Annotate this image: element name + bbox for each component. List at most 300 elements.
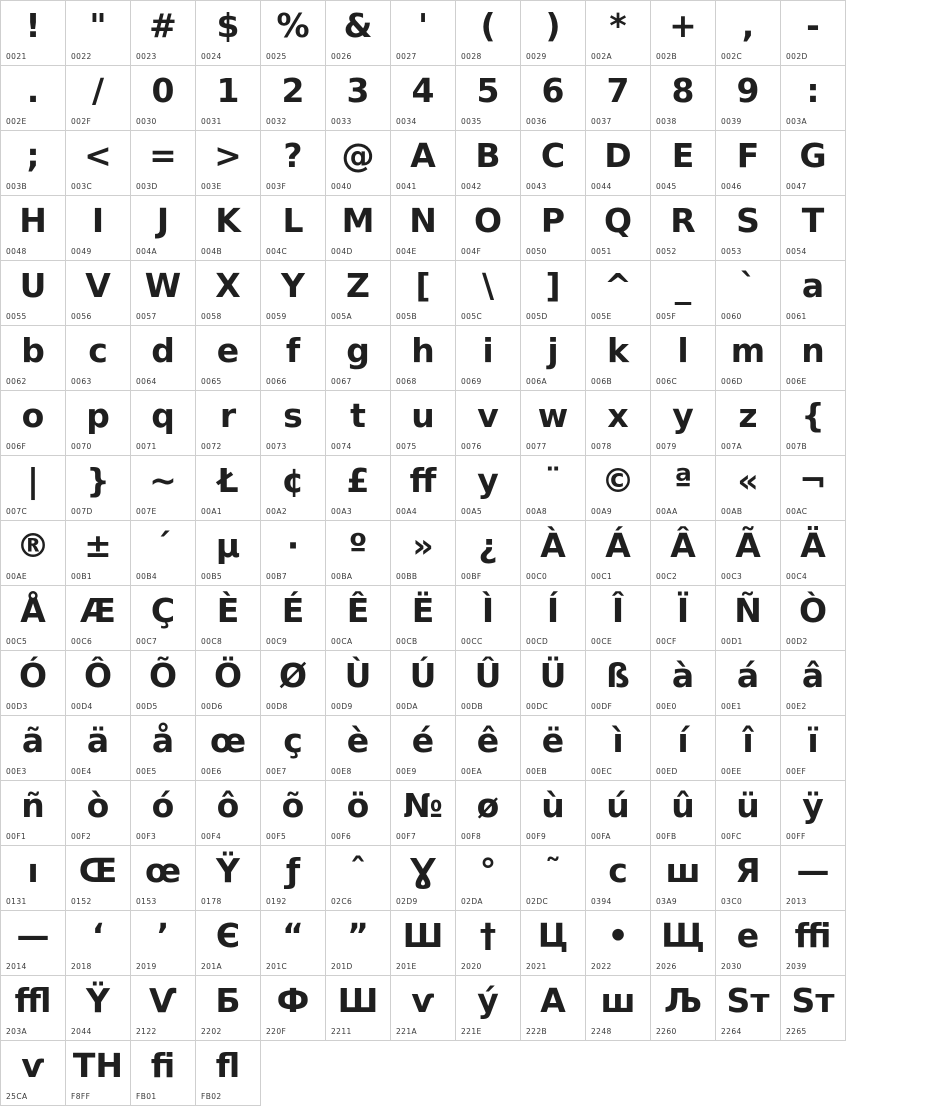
glyph-character: Ш — [337, 981, 379, 1020]
glyph-character: É — [281, 591, 305, 630]
glyph-character: â — [801, 656, 825, 695]
glyph-cell[interactable] — [1, 1041, 66, 1106]
glyph-cell[interactable] — [66, 846, 131, 911]
glyph-cell[interactable] — [1, 651, 66, 716]
glyph-cell[interactable] — [1, 261, 66, 326]
glyph-cell[interactable] — [66, 66, 131, 131]
glyph-character: Ò — [798, 591, 828, 630]
glyph-codepoint: 00CE — [591, 637, 613, 646]
glyph-character: i — [482, 331, 494, 370]
glyph-cell[interactable] — [66, 651, 131, 716]
glyph-cell[interactable] — [456, 196, 521, 261]
glyph-character: # — [149, 6, 177, 45]
glyph-cell[interactable] — [586, 326, 651, 391]
glyph-cell[interactable] — [131, 716, 196, 781]
glyph-cell[interactable] — [1, 131, 66, 196]
glyph-cell[interactable] — [651, 586, 716, 651]
glyph-cell[interactable] — [521, 716, 586, 781]
glyph-codepoint: 003E — [201, 182, 222, 191]
glyph-cell[interactable] — [131, 1041, 196, 1106]
glyph-cell[interactable] — [261, 131, 326, 196]
glyph-cell[interactable] — [391, 846, 456, 911]
glyph-character: w — [537, 396, 569, 435]
glyph-cell[interactable] — [651, 131, 716, 196]
glyph-cell[interactable] — [521, 521, 586, 586]
glyph-cell[interactable] — [651, 781, 716, 846]
glyph-codepoint: 006F — [6, 442, 27, 451]
glyph-cell[interactable] — [261, 651, 326, 716]
glyph-cell[interactable] — [261, 261, 326, 326]
glyph-cell[interactable] — [391, 976, 456, 1041]
glyph-codepoint: 005C — [461, 312, 483, 321]
glyph-cell[interactable] — [781, 196, 846, 261]
glyph-cell[interactable] — [261, 521, 326, 586]
glyph-cell[interactable] — [261, 781, 326, 846]
glyph-cell[interactable] — [131, 131, 196, 196]
glyph-cell[interactable] — [66, 196, 131, 261]
glyph-cell[interactable] — [521, 976, 586, 1041]
glyph-cell[interactable] — [261, 391, 326, 456]
glyph-cell[interactable] — [781, 716, 846, 781]
glyph-cell[interactable] — [261, 1, 326, 66]
glyph-character: D — [604, 136, 632, 175]
glyph-cell[interactable] — [1, 326, 66, 391]
glyph-cell[interactable] — [586, 911, 651, 976]
glyph-character: ß — [606, 656, 630, 695]
glyph-cell[interactable] — [521, 781, 586, 846]
glyph-cell[interactable] — [781, 846, 846, 911]
glyph-cell[interactable] — [781, 1, 846, 66]
glyph-cell[interactable] — [781, 911, 846, 976]
glyph-cell[interactable] — [781, 391, 846, 456]
glyph-cell[interactable] — [326, 586, 391, 651]
glyph-cell[interactable] — [66, 131, 131, 196]
glyph-cell[interactable] — [456, 326, 521, 391]
glyph-cell[interactable] — [781, 586, 846, 651]
glyph-cell[interactable] — [716, 261, 781, 326]
glyph-cell[interactable] — [716, 66, 781, 131]
glyph-character: Å — [20, 591, 46, 630]
glyph-cell[interactable] — [521, 66, 586, 131]
glyph-cell[interactable] — [651, 391, 716, 456]
glyph-character: y — [672, 396, 694, 435]
glyph-codepoint: 00BB — [396, 572, 418, 581]
glyph-cell[interactable] — [326, 66, 391, 131]
glyph-cell[interactable] — [391, 521, 456, 586]
glyph-cell[interactable] — [651, 846, 716, 911]
glyph-cell[interactable] — [261, 456, 326, 521]
glyph-cell[interactable] — [131, 196, 196, 261]
glyph-cell[interactable] — [196, 651, 261, 716]
glyph-cell[interactable] — [326, 131, 391, 196]
glyph-cell[interactable] — [716, 846, 781, 911]
glyph-cell[interactable] — [196, 716, 261, 781]
glyph-cell[interactable] — [131, 456, 196, 521]
glyph-character: . — [26, 71, 40, 110]
glyph-cell[interactable] — [261, 586, 326, 651]
glyph-cell[interactable] — [131, 1, 196, 66]
glyph-cell[interactable] — [326, 716, 391, 781]
glyph-cell[interactable] — [586, 716, 651, 781]
glyph-codepoint: 007D — [71, 507, 93, 516]
glyph-cell[interactable] — [586, 846, 651, 911]
glyph-cell[interactable] — [196, 521, 261, 586]
glyph-character: ı — [27, 851, 39, 890]
glyph-cell[interactable] — [66, 976, 131, 1041]
glyph-cell[interactable] — [586, 391, 651, 456]
glyph-codepoint: 0072 — [201, 442, 222, 451]
glyph-codepoint: 005D — [526, 312, 548, 321]
glyph-cell[interactable] — [196, 1041, 261, 1106]
glyph-cell[interactable] — [391, 261, 456, 326]
glyph-cell[interactable] — [66, 911, 131, 976]
glyph-codepoint: 203A — [6, 1027, 28, 1036]
glyph-cell[interactable] — [196, 261, 261, 326]
glyph-cell[interactable] — [456, 1, 521, 66]
glyph-cell[interactable] — [456, 911, 521, 976]
glyph-cell[interactable] — [391, 716, 456, 781]
glyph-cell[interactable] — [716, 196, 781, 261]
glyph-cell[interactable] — [66, 1041, 131, 1106]
glyph-cell[interactable] — [66, 1, 131, 66]
glyph-character: Ü — [539, 656, 567, 695]
glyph-cell[interactable] — [716, 326, 781, 391]
glyph-cell[interactable] — [1, 196, 66, 261]
glyph-cell[interactable] — [586, 976, 651, 1041]
glyph-codepoint: 00B5 — [201, 572, 223, 581]
glyph-cell[interactable] — [196, 976, 261, 1041]
glyph-cell[interactable] — [781, 131, 846, 196]
glyph-character: ì — [612, 721, 624, 760]
glyph-character: à — [671, 656, 695, 695]
glyph-cell[interactable] — [521, 196, 586, 261]
glyph-cell[interactable] — [326, 521, 391, 586]
glyph-cell[interactable] — [716, 1, 781, 66]
glyph-character: G — [799, 136, 827, 175]
glyph-cell[interactable] — [66, 261, 131, 326]
glyph-codepoint: 0153 — [136, 897, 157, 906]
glyph-cell[interactable] — [131, 521, 196, 586]
glyph-character: é — [411, 721, 435, 760]
glyph-codepoint: 0192 — [266, 897, 287, 906]
glyph-cell[interactable] — [326, 976, 391, 1041]
glyph-cell[interactable] — [456, 716, 521, 781]
glyph-character: a — [801, 266, 825, 305]
glyph-cell[interactable] — [456, 651, 521, 716]
glyph-cell[interactable] — [781, 651, 846, 716]
glyph-cell[interactable] — [131, 261, 196, 326]
glyph-cell[interactable] — [326, 196, 391, 261]
glyph-character: X — [215, 266, 241, 305]
glyph-character: ﬂ — [215, 1046, 241, 1085]
glyph-cell[interactable] — [586, 261, 651, 326]
glyph-cell[interactable] — [1, 586, 66, 651]
glyph-character: œ — [209, 721, 247, 760]
glyph-cell[interactable] — [131, 911, 196, 976]
glyph-codepoint: 0394 — [591, 897, 612, 906]
glyph-cell[interactable] — [716, 781, 781, 846]
glyph-cell[interactable] — [196, 911, 261, 976]
glyph-cell[interactable] — [326, 651, 391, 716]
glyph-cell[interactable] — [326, 781, 391, 846]
glyph-cell[interactable] — [196, 196, 261, 261]
glyph-cell[interactable] — [196, 586, 261, 651]
glyph-cell[interactable] — [456, 976, 521, 1041]
glyph-cell[interactable] — [196, 1, 261, 66]
glyph-cell[interactable] — [196, 326, 261, 391]
glyph-cell[interactable] — [1, 66, 66, 131]
glyph-character: h — [411, 331, 435, 370]
glyph-cell[interactable] — [651, 261, 716, 326]
glyph-cell[interactable] — [586, 196, 651, 261]
glyph-cell[interactable] — [781, 781, 846, 846]
glyph-codepoint: 0021 — [6, 52, 27, 61]
glyph-character: È — [216, 591, 240, 630]
glyph-codepoint: 0075 — [396, 442, 417, 451]
glyph-cell[interactable] — [586, 66, 651, 131]
glyph-codepoint: 00AC — [786, 507, 808, 516]
glyph-cell[interactable] — [261, 66, 326, 131]
glyph-cell[interactable] — [326, 326, 391, 391]
glyph-cell[interactable] — [66, 781, 131, 846]
glyph-cell[interactable] — [196, 456, 261, 521]
glyph-cell[interactable] — [196, 781, 261, 846]
glyph-cell[interactable] — [521, 846, 586, 911]
glyph-character: Œ — [78, 851, 118, 890]
glyph-cell[interactable] — [456, 781, 521, 846]
glyph-cell[interactable] — [326, 456, 391, 521]
glyph-cell[interactable] — [521, 131, 586, 196]
glyph-codepoint: 0066 — [266, 377, 287, 386]
glyph-cell[interactable] — [196, 66, 261, 131]
glyph-cell[interactable] — [781, 521, 846, 586]
glyph-codepoint: 00D5 — [136, 702, 158, 711]
glyph-cell[interactable] — [261, 326, 326, 391]
glyph-cell[interactable] — [391, 66, 456, 131]
glyph-codepoint: 0050 — [526, 247, 547, 256]
glyph-cell[interactable] — [261, 976, 326, 1041]
glyph-cell[interactable] — [131, 781, 196, 846]
glyph-cell[interactable] — [131, 66, 196, 131]
glyph-character: Û — [474, 656, 502, 695]
glyph-cell[interactable] — [716, 521, 781, 586]
glyph-codepoint: 007A — [721, 442, 743, 451]
glyph-cell[interactable] — [781, 326, 846, 391]
glyph-cell[interactable] — [391, 456, 456, 521]
glyph-cell[interactable] — [651, 196, 716, 261]
glyph-character: ? — [283, 136, 303, 175]
glyph-cell[interactable] — [66, 586, 131, 651]
glyph-cell[interactable] — [521, 911, 586, 976]
glyph-cell[interactable] — [66, 716, 131, 781]
glyph-cell[interactable] — [651, 976, 716, 1041]
glyph-cell[interactable] — [586, 1, 651, 66]
glyph-character: у — [477, 461, 499, 500]
glyph-cell[interactable] — [651, 456, 716, 521]
glyph-cell[interactable] — [651, 651, 716, 716]
glyph-cell[interactable] — [196, 391, 261, 456]
glyph-cell[interactable] — [456, 131, 521, 196]
glyph-cell[interactable] — [781, 261, 846, 326]
glyph-cell[interactable] — [456, 846, 521, 911]
glyph-character: ѵ — [411, 981, 435, 1020]
glyph-codepoint: 006B — [591, 377, 613, 386]
glyph-cell[interactable] — [66, 521, 131, 586]
glyph-character: Î — [611, 591, 625, 630]
glyph-codepoint: 0036 — [526, 117, 547, 126]
glyph-character: ! — [25, 6, 41, 45]
glyph-cell[interactable] — [716, 716, 781, 781]
glyph-character: è — [346, 721, 370, 760]
glyph-cell[interactable] — [781, 976, 846, 1041]
glyph-cell[interactable] — [521, 456, 586, 521]
glyph-codepoint: 00D6 — [201, 702, 223, 711]
glyph-character: ' — [417, 6, 429, 45]
glyph-cell[interactable] — [456, 456, 521, 521]
glyph-character: ý — [477, 981, 499, 1020]
glyph-cell[interactable] — [456, 521, 521, 586]
glyph-character: Щ — [661, 916, 705, 955]
glyph-cell[interactable] — [196, 846, 261, 911]
glyph-cell[interactable] — [131, 976, 196, 1041]
glyph-cell[interactable] — [261, 196, 326, 261]
glyph-codepoint: 00A5 — [461, 507, 483, 516]
glyph-codepoint: 00D1 — [721, 637, 743, 646]
glyph-cell[interactable] — [1, 716, 66, 781]
glyph-character: l — [677, 331, 689, 370]
glyph-cell[interactable] — [131, 846, 196, 911]
glyph-cell[interactable] — [651, 326, 716, 391]
glyph-cell[interactable] — [1, 391, 66, 456]
glyph-character: [ — [415, 266, 431, 305]
glyph-cell[interactable] — [716, 911, 781, 976]
glyph-cell[interactable] — [196, 131, 261, 196]
glyph-cell[interactable] — [131, 326, 196, 391]
glyph-cell[interactable] — [1, 1, 66, 66]
glyph-character: Á — [605, 526, 631, 565]
glyph-cell[interactable] — [391, 326, 456, 391]
glyph-cell[interactable] — [326, 391, 391, 456]
glyph-cell[interactable] — [716, 456, 781, 521]
glyph-cell[interactable] — [521, 1, 586, 66]
glyph-cell[interactable] — [521, 326, 586, 391]
glyph-codepoint: 0055 — [6, 312, 27, 321]
glyph-cell[interactable] — [716, 586, 781, 651]
glyph-cell[interactable] — [131, 651, 196, 716]
glyph-cell[interactable] — [586, 651, 651, 716]
glyph-cell[interactable] — [716, 976, 781, 1041]
glyph-character: K — [215, 201, 241, 240]
glyph-cell[interactable] — [521, 261, 586, 326]
glyph-cell[interactable] — [131, 586, 196, 651]
glyph-cell[interactable] — [391, 651, 456, 716]
glyph-cell[interactable] — [456, 391, 521, 456]
glyph-cell[interactable] — [781, 456, 846, 521]
glyph-cell[interactable] — [66, 391, 131, 456]
glyph-codepoint: 0023 — [136, 52, 157, 61]
glyph-cell[interactable] — [651, 66, 716, 131]
glyph-cell[interactable] — [391, 196, 456, 261]
glyph-cell[interactable] — [391, 911, 456, 976]
glyph-codepoint: 0058 — [201, 312, 222, 321]
glyph-cell[interactable] — [521, 586, 586, 651]
glyph-codepoint: 0062 — [6, 377, 27, 386]
glyph-cell[interactable] — [326, 911, 391, 976]
glyph-codepoint: 0038 — [656, 117, 677, 126]
glyph-cell[interactable] — [586, 131, 651, 196]
glyph-codepoint: 00CC — [461, 637, 483, 646]
glyph-cell[interactable] — [1, 911, 66, 976]
glyph-cell[interactable] — [261, 846, 326, 911]
glyph-cell[interactable] — [456, 586, 521, 651]
glyph-cell[interactable] — [781, 66, 846, 131]
glyph-cell[interactable] — [391, 391, 456, 456]
glyph-cell[interactable] — [391, 1, 456, 66]
glyph-cell[interactable] — [456, 66, 521, 131]
glyph-cell[interactable] — [326, 846, 391, 911]
glyph-cell[interactable] — [391, 131, 456, 196]
glyph-cell[interactable] — [261, 716, 326, 781]
glyph-character: ê — [476, 721, 500, 760]
glyph-codepoint: 0074 — [331, 442, 352, 451]
glyph-cell[interactable] — [651, 716, 716, 781]
glyph-cell[interactable] — [586, 586, 651, 651]
glyph-cell[interactable] — [586, 456, 651, 521]
glyph-cell[interactable] — [456, 261, 521, 326]
glyph-cell[interactable] — [716, 131, 781, 196]
glyph-cell[interactable] — [651, 521, 716, 586]
glyph-cell[interactable] — [1, 521, 66, 586]
glyph-codepoint: 0051 — [591, 247, 612, 256]
glyph-cell[interactable] — [66, 326, 131, 391]
glyph-cell[interactable] — [131, 391, 196, 456]
glyph-cell[interactable] — [716, 391, 781, 456]
glyph-cell[interactable] — [261, 911, 326, 976]
glyph-cell[interactable] — [586, 781, 651, 846]
glyph-cell[interactable] — [326, 261, 391, 326]
glyph-character: { — [801, 396, 825, 435]
glyph-character: / — [91, 71, 105, 110]
glyph-cell[interactable] — [1, 456, 66, 521]
glyph-character: k — [607, 331, 629, 370]
glyph-codepoint: 004A — [136, 247, 158, 256]
glyph-codepoint: 007B — [786, 442, 808, 451]
glyph-character: ) — [545, 6, 561, 45]
glyph-cell[interactable] — [1, 976, 66, 1041]
glyph-codepoint: 002F — [71, 117, 92, 126]
glyph-codepoint: 005A — [331, 312, 353, 321]
glyph-character: C — [540, 136, 566, 175]
glyph-character: Ÿ — [216, 851, 240, 890]
glyph-cell[interactable] — [326, 1, 391, 66]
glyph-cell[interactable] — [586, 521, 651, 586]
glyph-cell[interactable] — [521, 391, 586, 456]
glyph-cell[interactable] — [1, 846, 66, 911]
glyph-character: Í — [546, 591, 560, 630]
glyph-cell[interactable] — [521, 651, 586, 716]
glyph-cell[interactable] — [651, 1, 716, 66]
glyph-codepoint: 2264 — [721, 1027, 742, 1036]
glyph-codepoint: 0068 — [396, 377, 417, 386]
glyph-cell[interactable] — [651, 911, 716, 976]
glyph-cell[interactable] — [1, 781, 66, 846]
glyph-cell[interactable] — [391, 586, 456, 651]
glyph-cell[interactable] — [716, 651, 781, 716]
glyph-cell[interactable] — [66, 456, 131, 521]
glyph-character: Ì — [481, 591, 495, 630]
glyph-codepoint: FB01 — [136, 1092, 157, 1101]
glyph-cell[interactable] — [391, 781, 456, 846]
